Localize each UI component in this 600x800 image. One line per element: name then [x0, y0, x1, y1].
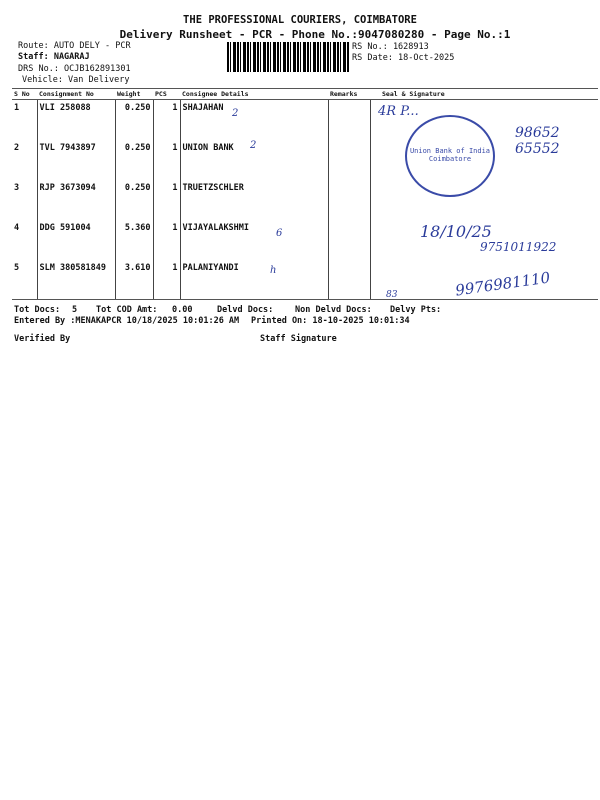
- rs-no: RS No.: 1628913: [352, 42, 429, 52]
- col-seal: Seal & Signature: [370, 89, 598, 100]
- col-sno: S No: [12, 89, 37, 100]
- sno: 5: [12, 260, 37, 300]
- runsheet-table: [12, 88, 598, 300]
- handwriting-r5: h: [270, 265, 277, 276]
- sno: 2: [14, 142, 20, 153]
- rs-date: RS Date: 18-Oct-2025: [352, 53, 455, 63]
- sno: 3: [14, 182, 20, 193]
- phone-r4: 9751011922: [480, 240, 557, 254]
- staff-signature: Staff Signature: [260, 334, 337, 344]
- pcs: 1: [153, 100, 180, 140]
- weight: 0.250: [115, 140, 153, 180]
- consignment-no: TVL 7943897: [37, 140, 115, 180]
- pcs: 1: [153, 180, 180, 220]
- pcs: 1: [153, 260, 180, 300]
- pcs: 1: [153, 220, 180, 260]
- staff: Staff: NAGARAJ: [18, 52, 90, 62]
- non-delvd-docs: Non Delvd Docs:: [295, 305, 372, 315]
- delvy-pts: Delvy Pts:: [390, 305, 442, 315]
- pcs: 1: [153, 140, 180, 180]
- weight: 0.250: [115, 180, 153, 220]
- table-row: [12, 100, 598, 140]
- drs-no: DRS No.: OCJB162891301: [18, 64, 131, 74]
- vehicle: Vehicle: Van Delivery: [22, 75, 130, 85]
- consignee: VIJAYALAKSHMI: [180, 220, 328, 260]
- runsheet-title: Delivery Runsheet - PCR - Phone No.:9047080280 - Page No.:1: [119, 28, 511, 41]
- remarks: [328, 100, 370, 140]
- consignee: TRUETZSCHLER: [180, 180, 328, 220]
- phone-r1: 98652 65552: [515, 125, 560, 157]
- col-pcs: PCS: [153, 89, 180, 100]
- remarks: [328, 180, 370, 220]
- sno: 4: [14, 222, 20, 233]
- verified-by: Verified By: [14, 334, 71, 344]
- col-consignee: Consignee Details: [180, 89, 328, 100]
- remarks: [328, 260, 370, 300]
- tot-docs: 5: [72, 305, 78, 315]
- remarks: [328, 220, 370, 260]
- remarks: [328, 140, 370, 180]
- table-row: [12, 140, 598, 180]
- table-row: [12, 180, 598, 220]
- consignee: UNION BANK: [180, 140, 328, 180]
- tot-docs-label: Tot Docs:: [14, 305, 61, 315]
- consignment-no: SLM 380581849: [37, 260, 115, 300]
- handwriting-r1: 2: [232, 108, 239, 119]
- printed-on: Printed On: 18-10-2025 10:01:34: [251, 316, 410, 326]
- weight: 5.360: [115, 220, 153, 260]
- handwriting-r4: 6: [276, 228, 283, 239]
- consignment-no: RJP 3673094: [37, 180, 115, 220]
- col-remarks: Remarks: [328, 89, 370, 100]
- number-r5: 83: [386, 290, 398, 300]
- weight: 3.610: [115, 260, 153, 300]
- handwriting-r2: 2: [250, 140, 257, 151]
- weight: 0.250: [115, 100, 153, 140]
- seal-signature: [370, 180, 598, 220]
- delvd-docs: Delvd Docs:: [217, 305, 274, 315]
- bank-seal: Union Bank of India Coimbatore: [405, 115, 495, 197]
- phone-r5: 9976981110: [454, 268, 552, 300]
- consignee: SHAJAHAN: [180, 100, 328, 140]
- barcode: [227, 42, 349, 72]
- cod-label: Tot COD Amt:: [96, 305, 158, 315]
- entered-by: Entered By :MENAKAPCR 10/18/2025 10:01:26 AM: [14, 316, 240, 326]
- signature-r1: 4R P...: [378, 104, 419, 119]
- date-r4: 18/10/25: [420, 222, 492, 241]
- consignment-no: VLI 258088: [37, 100, 115, 140]
- cod-amount: 0.00: [172, 305, 193, 315]
- route: Route: AUTO DELY - PCR: [18, 41, 131, 51]
- col-consignment: Consignment No: [37, 89, 115, 100]
- consignee: PALANIYANDI: [180, 260, 328, 300]
- consignment-no: DDG 591004: [37, 220, 115, 260]
- company-name: THE PROFESSIONAL COURIERS, COIMBATORE: [183, 14, 417, 26]
- col-weight: Weight: [115, 89, 153, 100]
- sno: 1: [14, 103, 20, 113]
